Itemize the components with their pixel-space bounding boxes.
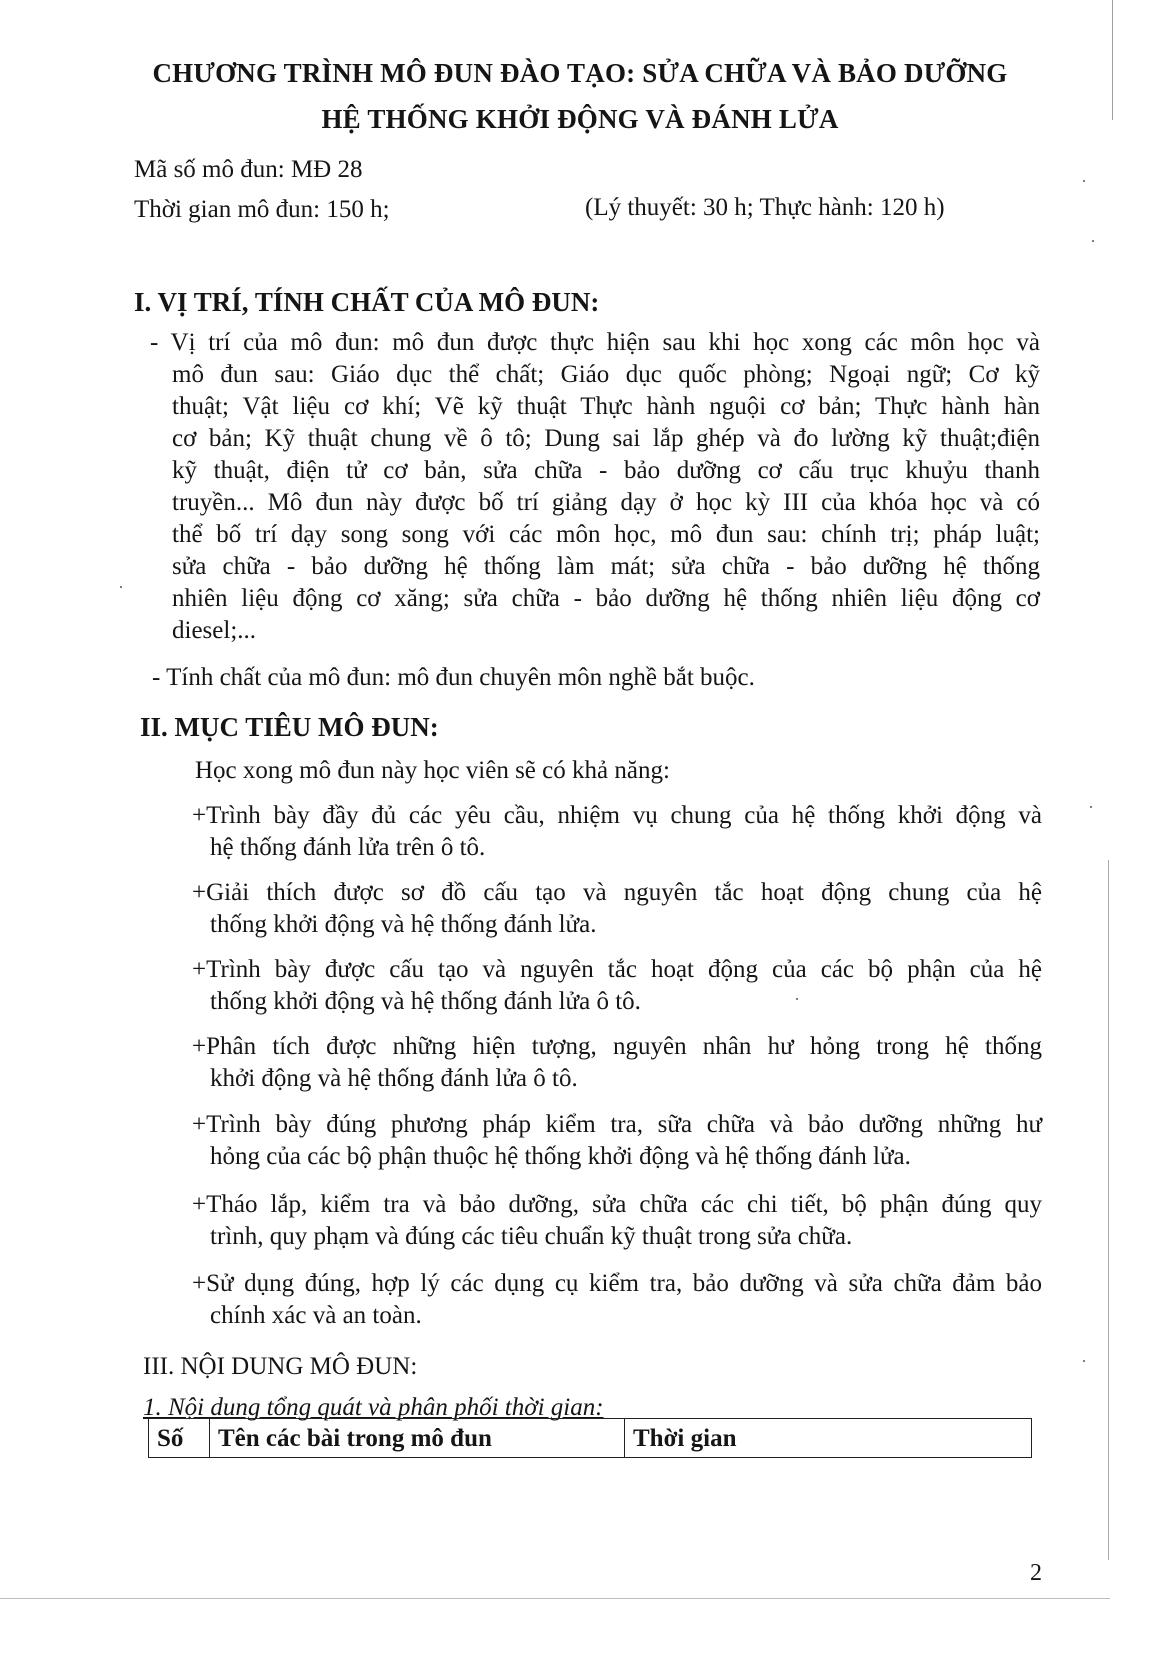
table-header-time: Thời gian: [625, 1419, 1032, 1458]
document-title-line-2: HỆ THỐNG KHỞI ĐỘNG VÀ ĐÁNH LỬA: [321, 104, 839, 134]
objective-line: +Trình bày đúng phương pháp kiểm tra, sữa chữa và bảo dưỡng những hư: [192, 1111, 1042, 1138]
section-3-subheading: 1. Nội dung tổng quát và phân phối thời gian:: [143, 1394, 604, 1421]
objective-line: +Giải thích được sơ đồ cấu tạo và nguyên tắc hoạt động chung của hệ: [192, 879, 1042, 906]
objective-line: khởi động và hệ thống đánh lửa ô tô.: [210, 1065, 578, 1092]
objective-item: [192, 1109, 1042, 1173]
objective-line: hệ thống đánh lửa trên ô tô.: [210, 834, 486, 861]
objective-item: [192, 877, 1042, 941]
objective-item: [192, 954, 1042, 1018]
objective-line: +Trình bày đầy đủ các yêu cầu, nhiệm vụ chung của hệ thống khởi động và: [192, 802, 1042, 829]
scan-edge-mark: [1112, 0, 1113, 120]
scan-speck: [1092, 240, 1094, 242]
position-line: cơ bản; Kỹ thuật chung về ô tô; Dung sai lắp ghép và đo lường kỹ thuật;điện: [172, 425, 1040, 452]
table-header-number: Số: [149, 1419, 210, 1458]
position-line: diesel;...: [172, 617, 257, 644]
scan-edge-mark: [1108, 860, 1109, 1560]
position-line: sửa chữa - bảo dưỡng hệ thống làm mát; sửa chữa - bảo dưỡng hệ thống: [172, 553, 1040, 580]
objective-item: [192, 1031, 1042, 1095]
objective-line: +Phân tích được những hiện tượng, nguyên nhân hư hỏng trong hệ thống: [192, 1033, 1042, 1060]
scan-speck: [796, 998, 798, 1000]
module-duration-breakdown: (Lý thuyết: 30 h; Thực hành: 120 h): [585, 194, 945, 221]
table-header-row: [149, 1419, 1032, 1458]
position-line: kỹ thuật, điện tử cơ bản, sửa chữa - bảo dưỡng cơ cấu trục khuỷu thanh: [172, 457, 1040, 484]
position-line: - Vị trí của mô đun: mô đun được thực hiện sau khi học xong các môn học và: [150, 329, 1040, 356]
scan-speck: [1083, 180, 1085, 182]
scan-edge-mark: [0, 1598, 1110, 1599]
section-3-heading: III. NỘI DUNG MÔ ĐUN:: [143, 1353, 418, 1380]
document-title-line-1: CHƯƠNG TRÌNH MÔ ĐUN ĐÀO TẠO: SỬA CHỮA VÀ BẢO DƯỠNG: [152, 58, 1008, 88]
position-line: thể bố trí dạy song song với các môn học, mô đun sau: chính trị; pháp luật;: [172, 521, 1040, 548]
scan-speck: [1090, 806, 1092, 808]
position-line: nhiên liệu động cơ xăng; sửa chữa - bảo dưỡng hệ thống nhiên liệu động cơ: [172, 585, 1040, 612]
objective-line: chính xác và an toàn.: [210, 1302, 422, 1329]
section-1-heading: I. VỊ TRÍ, TÍNH CHẤT CỦA MÔ ĐUN:: [134, 287, 600, 317]
position-line: mô đun sau: Giáo dục thể chất; Giáo dục quốc phòng; Ngoại ngữ; Cơ kỹ: [172, 361, 1040, 388]
module-nature: - Tính chất của mô đun: mô đun chuyên môn nghề bắt buộc.: [152, 664, 755, 691]
scan-speck: [120, 586, 122, 588]
module-code: Mã số mô đun: MĐ 28: [134, 156, 363, 183]
objective-line: thống khởi động và hệ thống đánh lửa.: [210, 911, 597, 938]
position-paragraph: [150, 327, 1040, 647]
objective-line: trình, quy phạm và đúng các tiêu chuẩn kỹ thuật trong sửa chữa.: [210, 1223, 853, 1250]
objective-line: +Trình bày được cấu tạo và nguyên tắc hoạt động của các bộ phận của hệ: [192, 956, 1042, 983]
schedule-table: [148, 1418, 1032, 1458]
objective-line: +Tháo lắp, kiểm tra và bảo dưỡng, sửa chữa các chi tiết, bộ phận đúng quy: [192, 1191, 1042, 1218]
page-number: 2: [1030, 1560, 1042, 1586]
objective-line: thống khởi động và hệ thống đánh lửa ô tô.: [210, 988, 641, 1015]
position-line: thuật; Vật liệu cơ khí; Vẽ kỹ thuật Thực hành nguội cơ bản; Thực hành hàn: [172, 393, 1040, 420]
objective-line: hỏng của các bộ phận thuộc hệ thống khởi động và hệ thống đánh lửa.: [210, 1143, 911, 1170]
position-line: truyền... Mô đun này được bố trí giảng dạy ở học kỳ III của khóa học và có: [172, 489, 1040, 516]
objective-item: [192, 1268, 1042, 1332]
module-duration: Thời gian mô đun: 150 h;: [134, 196, 390, 223]
objective-item: [192, 800, 1042, 864]
objective-item: [192, 1189, 1042, 1253]
objective-line: +Sử dụng đúng, hợp lý các dụng cụ kiểm tra, bảo dưỡng và sửa chữa đảm bảo: [192, 1270, 1042, 1297]
section-2-heading: II. MỤC TIÊU MÔ ĐUN:: [140, 712, 439, 742]
table-header-lessons: Tên các bài trong mô đun: [210, 1419, 625, 1458]
scan-speck: [1083, 1360, 1085, 1362]
objectives-intro: Học xong mô đun này học viên sẽ có khả năng:: [195, 757, 670, 784]
